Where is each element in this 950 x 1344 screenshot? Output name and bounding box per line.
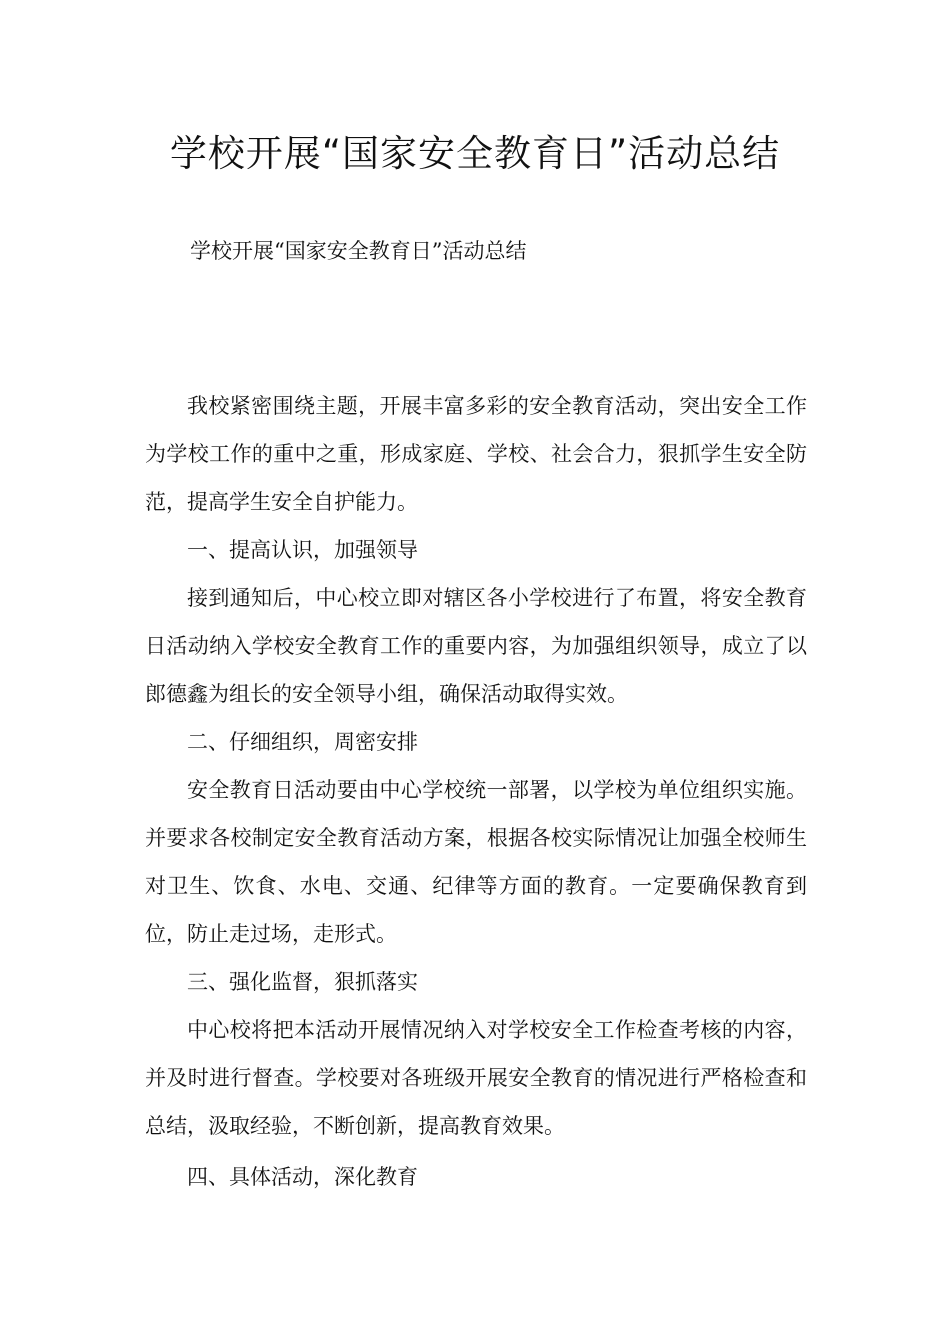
document-subtitle: 学校开展“国家安全教育日”活动总结	[190, 239, 527, 263]
document-title: 学校开展“国家安全教育日”活动总结	[169, 132, 781, 175]
document-body	[145, 382, 807, 1201]
section-paragraph-1: 接到通知后，中心校立即对辖区各小学校进行了布置，将安全教育日活动纳入学校安全教育工作的重要内容，为加强组织领导，成立了以郎德鑫为组长的安全领导小组，确保活动取得实效。	[145, 586, 807, 706]
section-paragraph-3: 中心校将把本活动开展情况纳入对学校安全工作检查考核的内容，并及时进行督查。学校要对各班级开展安全教育的情况进行严格检查和总结，汲取经验，不断创新，提高教育效果。	[145, 1018, 807, 1138]
section-heading-3: 三、强化监督，狠抓落实	[187, 970, 418, 994]
section-heading-4: 四、具体活动，深化教育	[187, 1165, 418, 1189]
section-heading-2: 二、仔细组织，周密安排	[187, 730, 418, 754]
intro-paragraph: 我校紧密围绕主题，开展丰富多彩的安全教育活动，突出安全工作为学校工作的重中之重，形成家庭、学校、社会合力，狠抓学生安全防范，提高学生安全自护能力。	[145, 394, 807, 514]
section-paragraph-2: 安全教育日活动要由中心学校统一部署，以学校为单位组织实施。并要求各校制定安全教育活动方案，根据各校实际情况让加强全校师生对卫生、饮食、水电、交通、纪律等方面的教育。一定要确保教育到位，防止走过场，走形式。	[145, 778, 807, 946]
section-heading-1: 一、提高认识，加强领导	[187, 538, 418, 562]
